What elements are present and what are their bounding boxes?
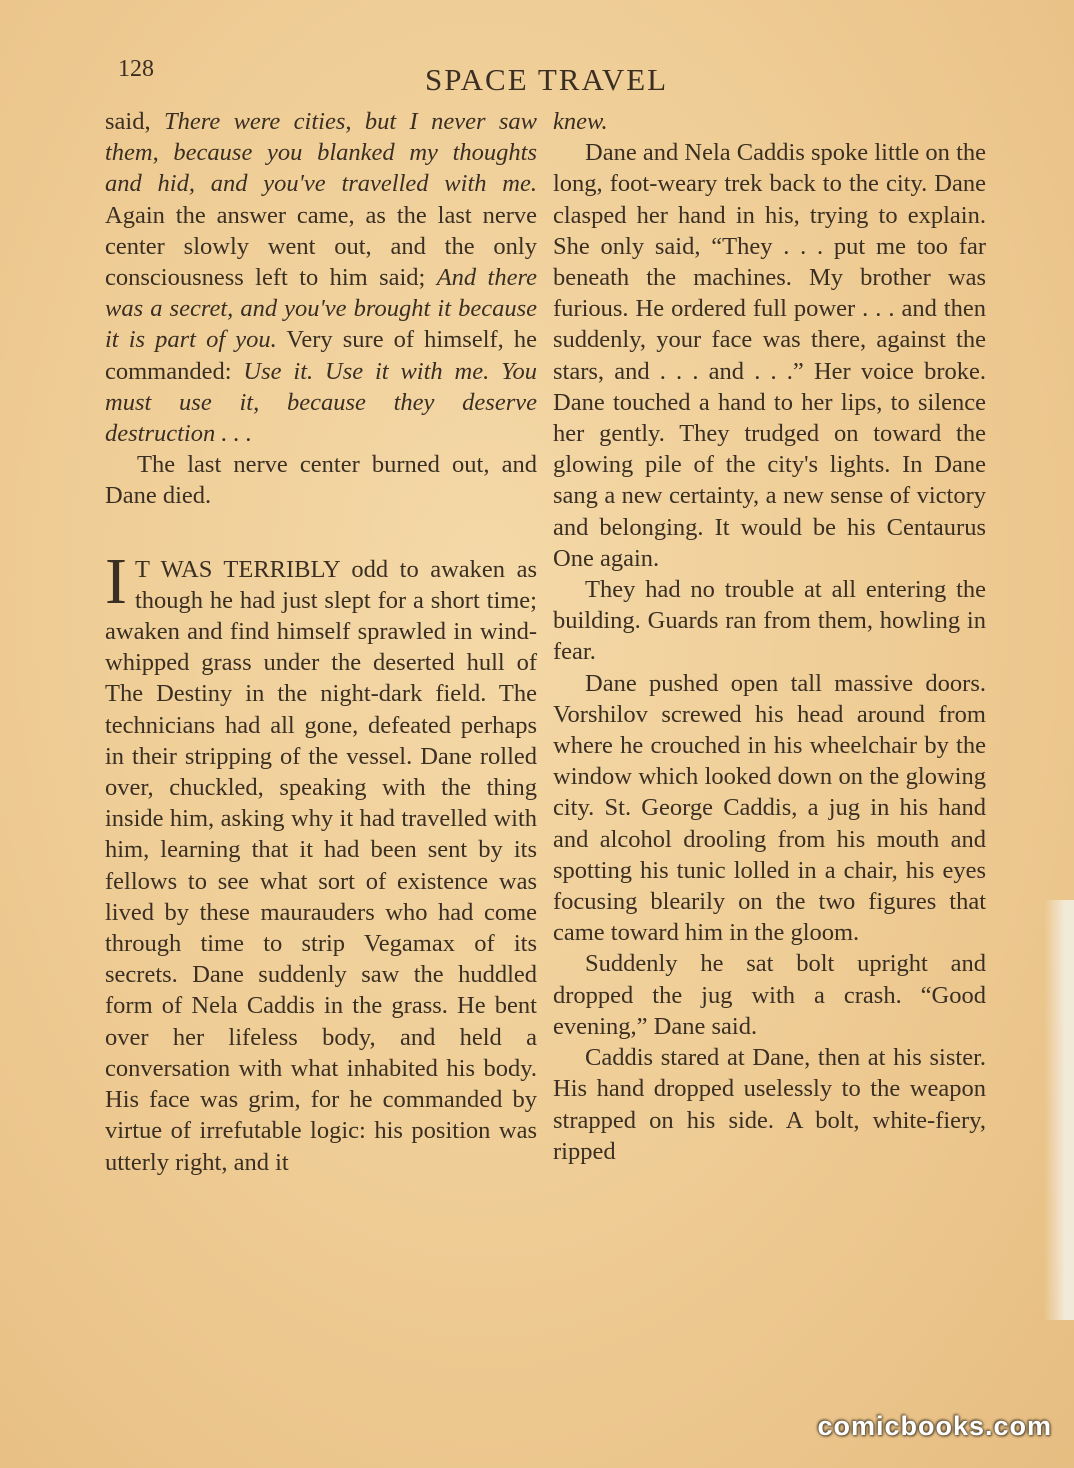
drop-cap: I	[105, 544, 127, 618]
paragraph: Dane pushed open tall massive doors. Vorshilov screwed his head around from where he crouched in his wheelchair by the window which looked down on the glowing city. St. George Caddis, a jug in his hand and alcohol drooling from his mouth and spotting his tunic lolled in a chair, his eyes focusing blearily on the two figures that came toward him in the gloom.	[553, 669, 986, 947]
paragraph: Caddis stared at Dane, then at his sister. His hand dropped uselessly to the weapon strapped on his side. A bolt, white-fiery, ripped	[553, 1044, 986, 1165]
paragraph: Suddenly he sat bolt upright and dropped the jug with a crash. “Good evening,” Dane said.	[553, 950, 986, 1040]
running-head: SPACE TRAVEL	[425, 62, 669, 97]
section-start-paragraph: I T WAS TERRIBLY odd to awaken as though he had just slept for a short time; awaken and find himself sprawled in wind-whipped grass under the deserted hull of The Destiny in the night-dark field. The technicians had all gone, defeated perhaps in their stripping of the vessel. Dane rolled over, chuckled, speaking with the thing inside him, asking why it had travelled with him, learning that it had been sent by its fellows to see what sort of existence was lived by these maurauders who had come through time to strip Vegamax of its secrets. Dane suddenly saw the huddled form of Nela Caddis in the grass. He bent over her lifeless body, and held a conversation with what inhabited his body. His face was grim, for he commanded by virtue of irrefutable logic: his position was utterly right, and it	[105, 544, 537, 1176]
paragraph: The last nerve center burned out, and Dane died.	[105, 451, 537, 510]
torn-edge	[1044, 900, 1074, 1320]
right-column	[553, 106, 986, 1167]
paragraph: said, There were cities, but I never saw them, because you blanked my thoughts and hid, and you've travelled with me. Again the answer came, as the last nerve center slowly went out, and the only consciousness left to him said; And there was a secret, and you've brought it because it is part of you. Very sure of himself, he commanded: Use it. Use it with me. You must use it, because they deserve destruction . . .	[105, 108, 538, 448]
site-watermark: comicbooks.com	[817, 1411, 1052, 1441]
lead-in-caps: T WAS TERRIBLY	[134, 555, 340, 583]
paragraph: Dane and Nela Caddis spoke little on the long, foot-weary trek back to the city. Dane clasped her hand in his, trying to explain. She only said, “They . . . put me too far beneath the machines. My brother was furious. He ordered full power . . . and then suddenly, your face was there, against the stars, and . . . and . . .” Her voice broke. Dane touched a hand to her lips, to silence her gently. They trudged on toward the glowing pile of the city's lights. In Dane sang a new certainty, a new sense of victory and belonging. It would be his Centaurus One again.	[553, 139, 986, 572]
left-column	[105, 106, 537, 1178]
page-number: 128	[118, 56, 154, 82]
paragraph-continuation: knew.	[553, 108, 608, 135]
paragraph: They had no trouble at all entering the building. Guards ran from them, howling in fear.	[553, 576, 986, 666]
